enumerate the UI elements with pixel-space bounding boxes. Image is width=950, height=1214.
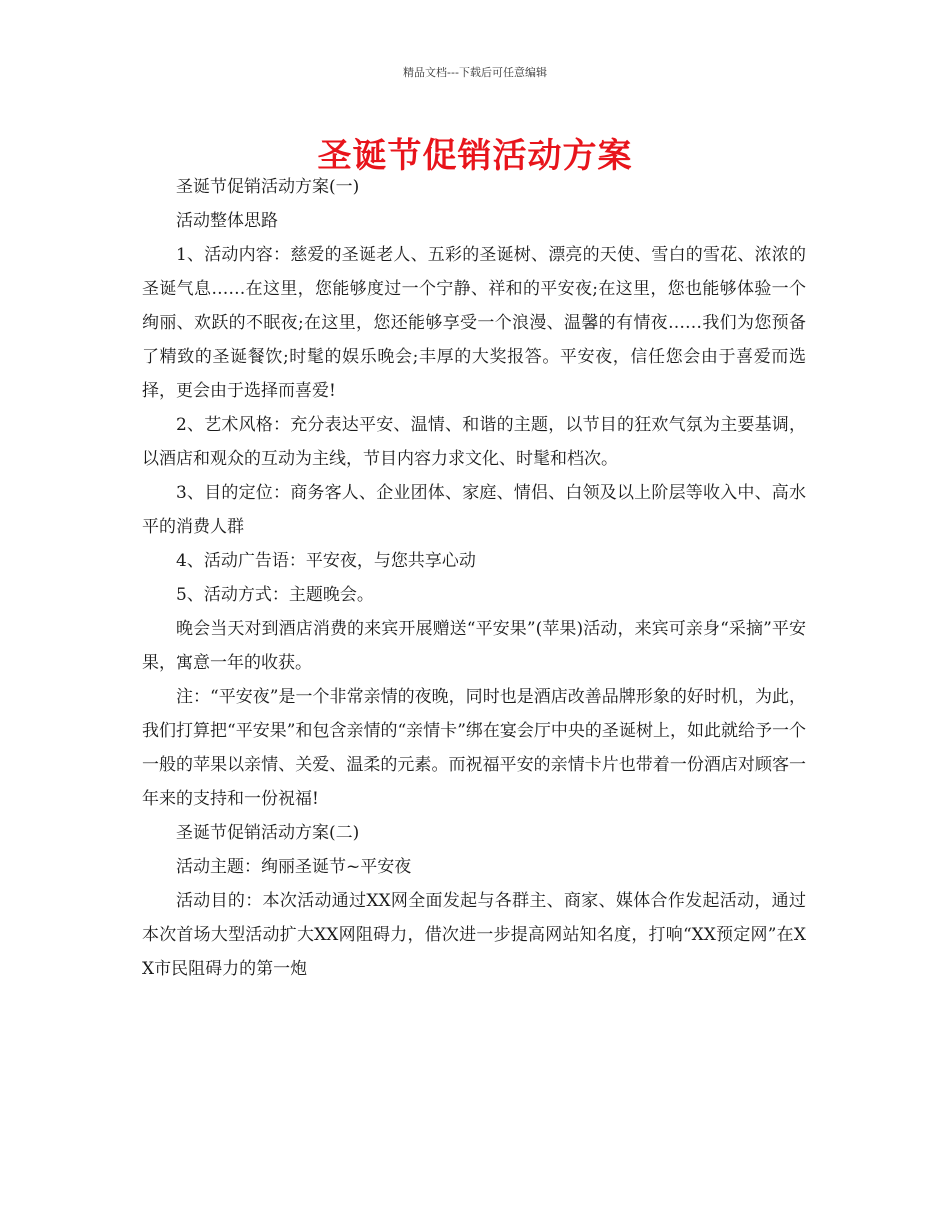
paragraph: 活动目的：本次活动通过XX网全面发起与各群主、商家、媒体合作发起活动，通过本次首场大型活动扩大XX网阻碍力，借次进一步提高网站知名度，打响“XX预定网”在XX市民阻碍力的第一炮: [142, 891, 806, 979]
paragraph: 活动主题：绚丽圣诞节~平安夜: [176, 857, 412, 877]
paragraph: 1、活动内容：慈爱的圣诞老人、五彩的圣诞树、漂亮的天使、雪白的雪花、浓浓的圣诞气息……在这里，您能够度过一个宁静、祥和的平安夜;在这里，您也能够体验一个绚丽、欢跃的不眠夜;在这里，您还能够享受一个浪漫、温馨的有情夜……我们为您预备了精致的圣诞餐饮;时髦的娱乐晚会;丰厚的大奖报答。平安夜，信任您会由于喜爱而选择，更会由于选择而喜爱!: [142, 245, 806, 401]
paragraph: 4、活动广告语：平安夜，与您共享心动: [176, 551, 476, 571]
header-note: 精品文档---下载后可任意编辑: [403, 66, 547, 79]
paragraph: 2、艺术风格：充分表达平安、温情、和谐的主题，以节目的狂欢气氛为主要基调，以酒店和观众的互动为主线，节目内容力求文化、时髦和档次。: [142, 415, 806, 469]
paragraph: 晚会当天对到酒店消费的来宾开展赠送“平安果”(苹果)活动，来宾可亲身“采摘”平安果，寓意一年的收获。: [142, 619, 806, 673]
paragraph: 圣诞节促销活动方案(一): [176, 177, 360, 197]
paragraph: 注：“平安夜”是一个非常亲情的夜晚，同时也是酒店改善品牌形象的好时机，为此，我们打算把“平安果”和包含亲情的“亲情卡”绑在宴会厅中央的圣诞树上，如此就给予一个一般的苹果以亲情、关爱、温柔的元素。而祝福平安的亲情卡片也带着一份酒店对顾客一年来的支持和一份祝福!: [142, 687, 806, 809]
document-body: [142, 170, 806, 986]
paragraph: 活动整体思路: [176, 211, 278, 231]
document-title: 圣诞节促销活动方案: [317, 136, 633, 176]
paragraph: 5、活动方式：主题晚会。: [176, 585, 374, 605]
paragraph: 3、目的定位：商务客人、企业团体、家庭、情侣、白领及以上阶层等收入中、高水平的消费人群: [142, 483, 806, 537]
paragraph: 圣诞节促销活动方案(二): [176, 823, 360, 843]
